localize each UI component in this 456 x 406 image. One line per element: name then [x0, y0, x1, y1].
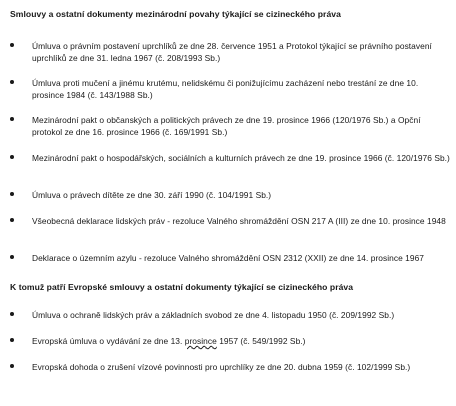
section-heading-european: K tomuž patří Evropské smlouvy a ostatní dokumenty týkající se cizineckého práva [10, 282, 354, 292]
bullet-icon [10, 255, 14, 259]
bullet-icon [10, 117, 14, 121]
section-heading-international: Smlouvy a ostatní dokumenty mezinárodní povahy týkající se cizineckého práva [10, 9, 341, 19]
bullet-icon [10, 80, 14, 84]
bullet-icon [10, 192, 14, 196]
list-item-text: Mezinárodní pakt o občanských a politických právech ze dne 19. prosince 1966 (120/1976 Sb.) a Opční protokol ze dne 16. prosince 1966 (č. 169/1991 Sb.) [32, 115, 421, 137]
list-item-text: Deklarace o územním azylu - rezoluce Valného shromáždění OSN 2312 (XXII) ze dne 14. prosince 1967 [32, 253, 425, 263]
list-item-text [32, 335, 452, 347]
bullet-icon [10, 364, 14, 368]
list-item-text: Všeobecná deklarace lidských práv - rezoluce Valného shromáždění OSN 217 A (III) ze dne 10. prosince 1948 [32, 216, 446, 226]
list-item-text-end: 1957 (č. 549/1992 Sb.) [216, 336, 306, 346]
bullet-icon [10, 338, 14, 342]
bullet-icon [10, 43, 14, 47]
list-item-text: Úmluva o ochraně lidských práv a základních svobod ze dne 4. listopadu 1950 (č. 209/1992 Sb.) [32, 310, 395, 320]
bullet-icon [10, 155, 14, 159]
list-item-text: Úmluva proti mučení a jinému krutému, nelidskému či ponižujícímu zacházení nebo trestání ze dne 10. prosince 1984 (č. 143/1988 Sb.) [32, 78, 419, 100]
bullet-icon [10, 218, 14, 222]
list-item-text: Mezinárodní pakt o hospodářských, sociálních a kulturních právech ze dne 19. prosince 1966 (č. 120/1976 Sb.) [32, 153, 450, 163]
list-item-text: Evropská dohoda o zrušení vízové povinnosti pro uprchlíky ze dne 20. dubna 1959 (č. 102/1999 Sb.) [32, 362, 411, 372]
bullet-icon [10, 312, 14, 316]
list-item-text: Úmluva o právním postavení uprchlíků ze dne 28. července 1951 a Protokol týkající se právního postavení uprchlíků ze dne 31. ledna 1967 (č. 208/1993 Sb.) [32, 41, 432, 63]
spellcheck-marked-word: prosince [184, 336, 217, 346]
list-item-text-start: Evropská úmluva o vydávání ze dne 13. [32, 336, 185, 346]
list-item-text: Úmluva o právech dítěte ze dne 30. září 1990 (č. 104/1991 Sb.) [32, 190, 272, 200]
